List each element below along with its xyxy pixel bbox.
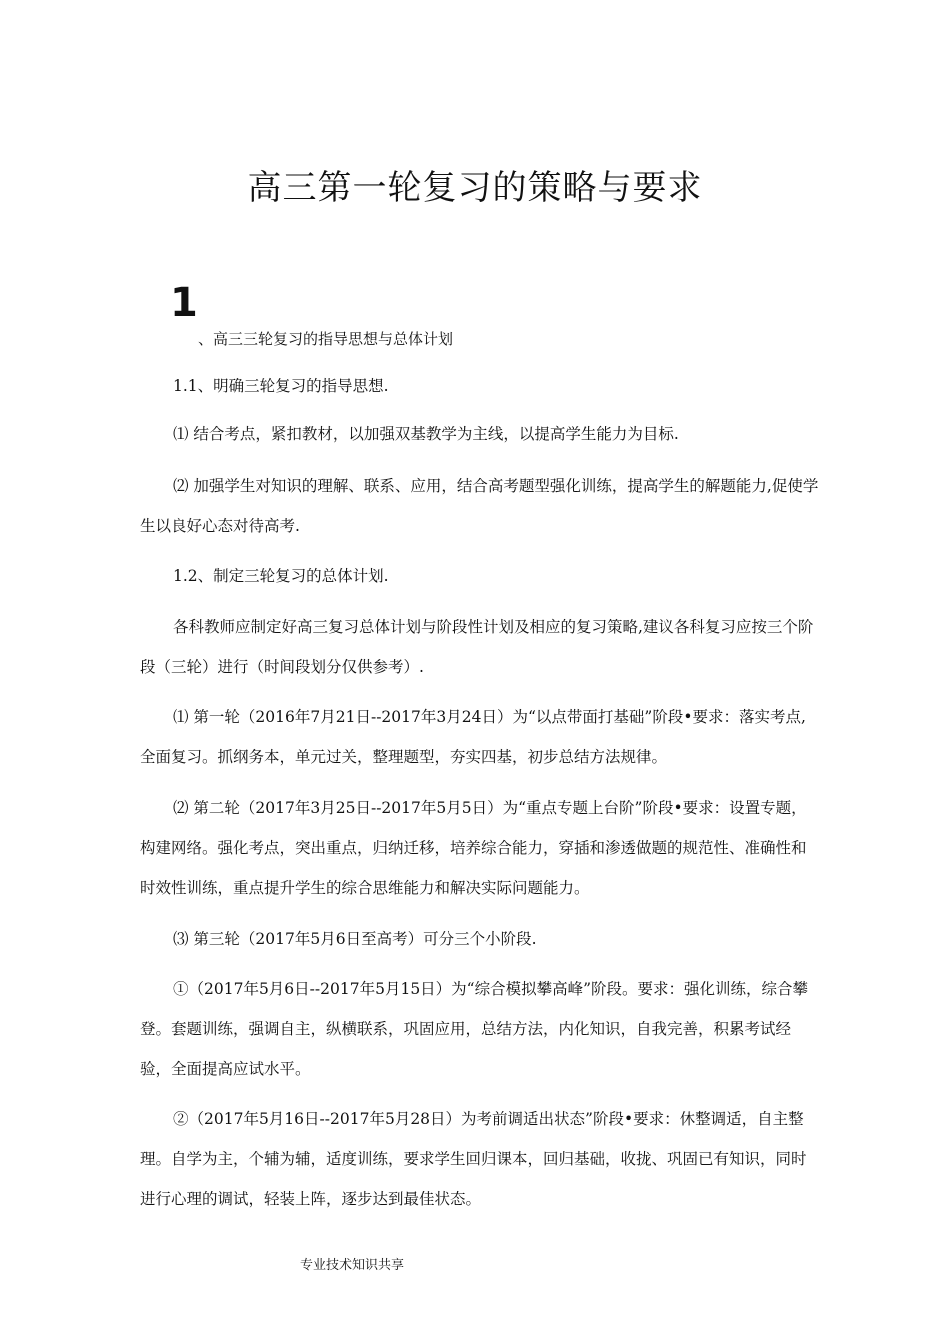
document-title: 高三第一轮复习的策略与要求 [247, 168, 703, 208]
subsection-1-1: 1.1、明确三轮复习的指导思想. [173, 377, 389, 395]
page-footer: 专业技术知识共享 [300, 1258, 405, 1273]
paragraph-round-3: ⑶ 第三轮（2017年5月6日至高考）可分三个小阶段. [173, 930, 537, 948]
paragraph-guideline-2: ⑵ 加强学生对知识的理解、联系、应用，结合高考题型强化训练，提高学生的解题能力,促使学生以良好心态对待高考. [140, 477, 819, 535]
paragraph-round-1: ⑴ 第一轮（2016年7月21日--2017年3月24日）为“以点带面打基础”阶段•要求：落实考点,全面复习。抓纲务本，单元过关，整理题型，夯实四基，初步总结方法规律。 [140, 708, 806, 766]
section-number: 1 [170, 280, 198, 326]
subsection-1-2: 1.2、制定三轮复习的总体计划. [173, 567, 389, 585]
paragraph-plan-intro: 各科教师应制定好高三复习总体计划与阶段性计划及相应的复习策略,建议各科复习应按三个阶段（三轮）进行（时间段划分仅供参考）. [140, 618, 814, 676]
paragraph-guideline-1: ⑴ 结合考点，紧扣教材，以加强双基教学为主线，以提高学生能力为目标. [173, 425, 679, 443]
paragraph-round-3-stage-1: ①（2017年5月6日--2017年5月15日）为“综合模拟攀高峰”阶段。要求：强化训练，综合攀登。套题训练，强调自主，纵横联系，巩固应用，总结方法，内化知识，自我完善，积累考试经验，全面提高应试水平。 [140, 980, 809, 1078]
paragraph-round-2: ⑵ 第二轮（2017年3月25日--2017年5月5日）为“重点专题上台阶”阶段•要求：设置专题，构建网络。强化考点，突出重点，归纳迁移，培养综合能力，穿插和渗透做题的规范性、准确性和时效性训练，重点提升学生的综合思维能力和解决实际问题能力。 [140, 799, 807, 897]
section-heading: 、高三三轮复习的指导思想与总体计划 [198, 330, 454, 348]
paragraph-round-3-stage-2: ②（2017年5月16日--2017年5月28日）为考前调适出状态”阶段•要求：休整调适，自主整理。自学为主，个辅为辅，适度训练，要求学生回归课本，回归基础，收拢、巩固已有知识，同时进行心理的调试，轻装上阵，逐步达到最佳状态。 [140, 1110, 807, 1208]
